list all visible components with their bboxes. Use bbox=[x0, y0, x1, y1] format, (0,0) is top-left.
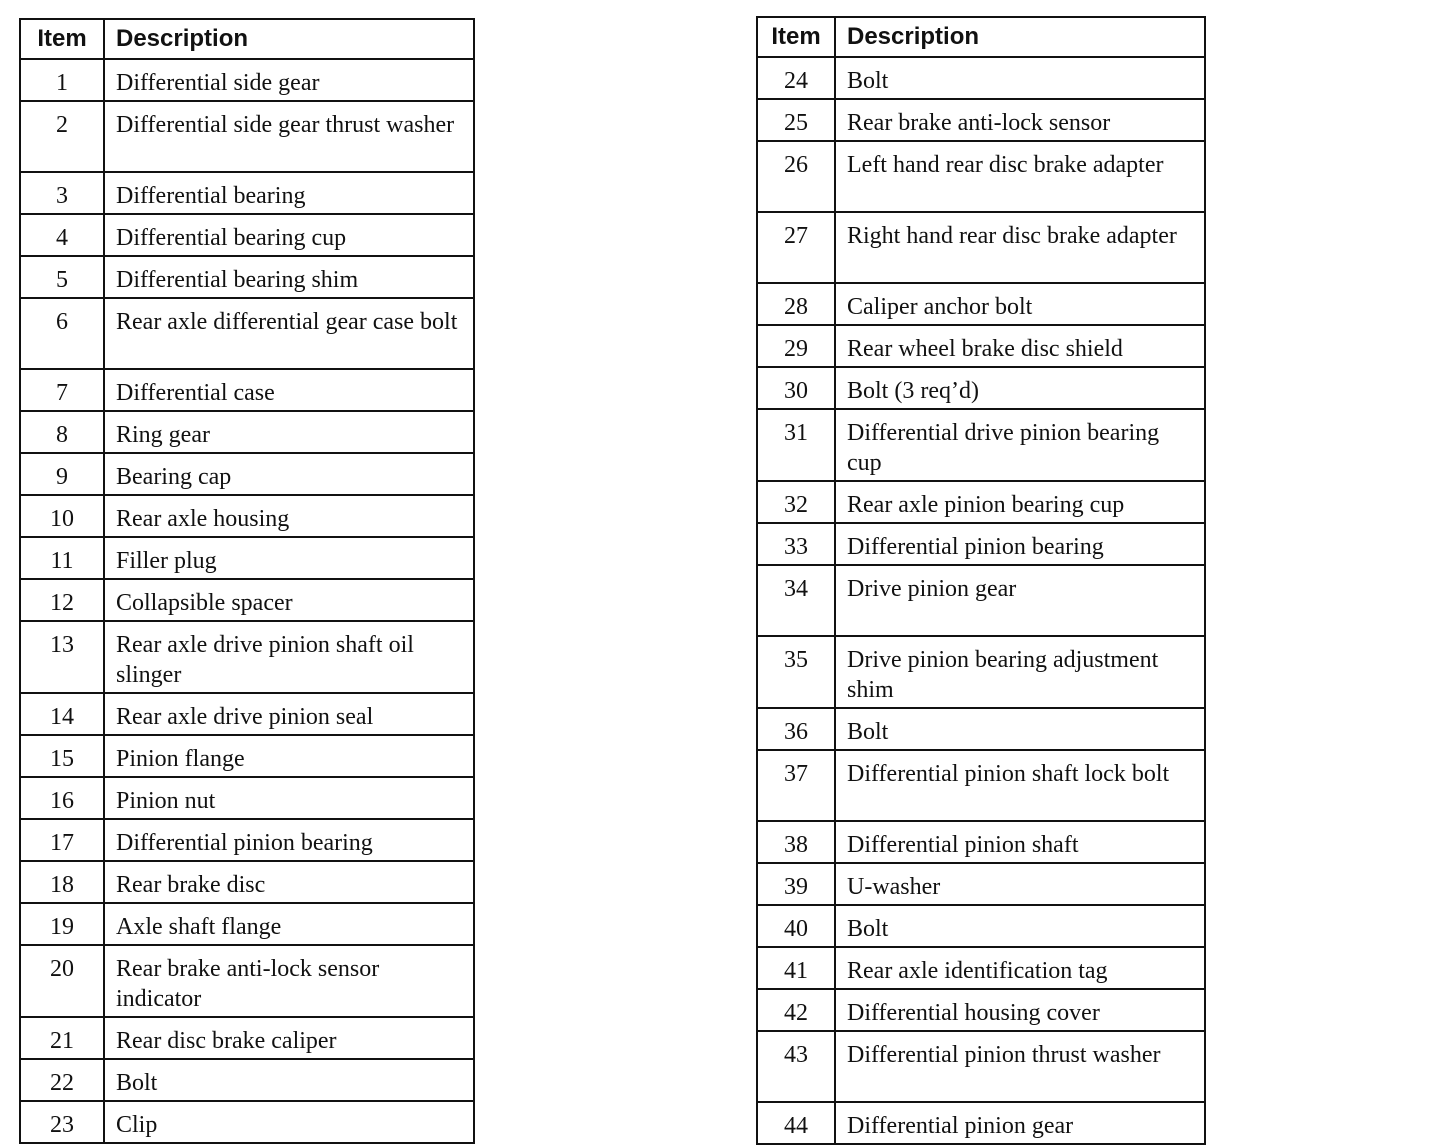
table-row bbox=[20, 1017, 474, 1059]
item-number: 27 bbox=[757, 212, 835, 283]
item-number: 10 bbox=[20, 495, 104, 537]
item-description: Rear brake disc bbox=[104, 861, 474, 903]
item-number: 19 bbox=[20, 903, 104, 945]
item-description: Left hand rear disc brake adapter bbox=[835, 141, 1205, 212]
item-number: 16 bbox=[20, 777, 104, 819]
item-number: 2 bbox=[20, 101, 104, 172]
table-row bbox=[757, 1031, 1205, 1102]
table-row bbox=[20, 214, 474, 256]
table-row bbox=[20, 298, 474, 369]
table-row bbox=[20, 369, 474, 411]
table-row bbox=[757, 325, 1205, 367]
table-row bbox=[757, 708, 1205, 750]
table-row bbox=[757, 212, 1205, 283]
header-row bbox=[757, 17, 1205, 57]
item-description: Pinion flange bbox=[104, 735, 474, 777]
item-column-header: Item bbox=[20, 19, 104, 59]
item-number: 37 bbox=[757, 750, 835, 821]
table-row bbox=[757, 905, 1205, 947]
item-number: 38 bbox=[757, 821, 835, 863]
item-description: Rear brake anti-lock sensor bbox=[835, 99, 1205, 141]
item-description: Rear axle drive pinion seal bbox=[104, 693, 474, 735]
parts-table-left bbox=[19, 18, 475, 1144]
item-number: 14 bbox=[20, 693, 104, 735]
item-number: 29 bbox=[757, 325, 835, 367]
item-description: Differential side gear bbox=[104, 59, 474, 101]
item-number: 35 bbox=[757, 636, 835, 708]
table-row bbox=[20, 1101, 474, 1143]
table-row bbox=[757, 367, 1205, 409]
item-description: Drive pinion gear bbox=[835, 565, 1205, 636]
parts-table-right bbox=[756, 16, 1206, 1145]
item-description: Caliper anchor bolt bbox=[835, 283, 1205, 325]
item-description: Differential bearing shim bbox=[104, 256, 474, 298]
item-number: 6 bbox=[20, 298, 104, 369]
item-description: Differential pinion thrust washer bbox=[835, 1031, 1205, 1102]
table-row bbox=[20, 537, 474, 579]
item-number: 12 bbox=[20, 579, 104, 621]
item-number: 17 bbox=[20, 819, 104, 861]
item-description: Collapsible spacer bbox=[104, 579, 474, 621]
description-column-header: Description bbox=[104, 19, 474, 59]
item-number: 15 bbox=[20, 735, 104, 777]
item-description: Bolt bbox=[104, 1059, 474, 1101]
table-row bbox=[20, 777, 474, 819]
table-row bbox=[20, 495, 474, 537]
item-number: 18 bbox=[20, 861, 104, 903]
table-row bbox=[20, 411, 474, 453]
item-description: Right hand rear disc brake adapter bbox=[835, 212, 1205, 283]
table-row bbox=[20, 101, 474, 172]
item-number: 4 bbox=[20, 214, 104, 256]
item-number: 5 bbox=[20, 256, 104, 298]
item-number: 20 bbox=[20, 945, 104, 1017]
item-description: Pinion nut bbox=[104, 777, 474, 819]
item-number: 43 bbox=[757, 1031, 835, 1102]
item-description: Differential pinion shaft lock bolt bbox=[835, 750, 1205, 821]
table-row bbox=[20, 172, 474, 214]
table-row bbox=[20, 861, 474, 903]
item-description: Drive pinion bearing adjustment shim bbox=[835, 636, 1205, 708]
item-number: 21 bbox=[20, 1017, 104, 1059]
item-description: Differential drive pinion bearing cup bbox=[835, 409, 1205, 481]
item-description: Rear axle housing bbox=[104, 495, 474, 537]
item-number: 30 bbox=[757, 367, 835, 409]
table-row bbox=[20, 579, 474, 621]
item-number: 23 bbox=[20, 1101, 104, 1143]
item-number: 40 bbox=[757, 905, 835, 947]
item-description: Rear wheel brake disc shield bbox=[835, 325, 1205, 367]
item-description: Differential bearing cup bbox=[104, 214, 474, 256]
table-row bbox=[757, 750, 1205, 821]
item-number: 9 bbox=[20, 453, 104, 495]
item-number: 11 bbox=[20, 537, 104, 579]
item-number: 24 bbox=[757, 57, 835, 99]
table-row bbox=[757, 821, 1205, 863]
item-number: 31 bbox=[757, 409, 835, 481]
item-description: Filler plug bbox=[104, 537, 474, 579]
item-description: Bolt (3 req’d) bbox=[835, 367, 1205, 409]
item-description: Bolt bbox=[835, 905, 1205, 947]
item-description: Differential bearing bbox=[104, 172, 474, 214]
item-number: 39 bbox=[757, 863, 835, 905]
item-number: 25 bbox=[757, 99, 835, 141]
item-description: Differential pinion bearing bbox=[835, 523, 1205, 565]
table-row bbox=[757, 636, 1205, 708]
item-number: 26 bbox=[757, 141, 835, 212]
item-number: 13 bbox=[20, 621, 104, 693]
item-number: 7 bbox=[20, 369, 104, 411]
table-row bbox=[757, 565, 1205, 636]
table-row bbox=[20, 256, 474, 298]
item-description: Rear axle pinion bearing cup bbox=[835, 481, 1205, 523]
table-row bbox=[20, 453, 474, 495]
table-row bbox=[757, 141, 1205, 212]
table-row bbox=[757, 481, 1205, 523]
item-description: Differential pinion gear bbox=[835, 1102, 1205, 1144]
table-row bbox=[757, 99, 1205, 141]
table-row bbox=[20, 693, 474, 735]
item-number: 42 bbox=[757, 989, 835, 1031]
item-description: U-washer bbox=[835, 863, 1205, 905]
item-number: 3 bbox=[20, 172, 104, 214]
item-description: Rear axle identification tag bbox=[835, 947, 1205, 989]
item-number: 22 bbox=[20, 1059, 104, 1101]
table-row bbox=[757, 409, 1205, 481]
item-number: 36 bbox=[757, 708, 835, 750]
item-description: Differential pinion bearing bbox=[104, 819, 474, 861]
item-description: Rear brake anti-lock sensor indicator bbox=[104, 945, 474, 1017]
header-row bbox=[20, 19, 474, 59]
table-row bbox=[757, 283, 1205, 325]
item-description: Rear axle drive pinion shaft oil slinger bbox=[104, 621, 474, 693]
item-description: Bolt bbox=[835, 708, 1205, 750]
item-description: Rear axle differential gear case bolt bbox=[104, 298, 474, 369]
item-description: Axle shaft flange bbox=[104, 903, 474, 945]
item-description: Bearing cap bbox=[104, 453, 474, 495]
item-description: Differential case bbox=[104, 369, 474, 411]
item-description: Clip bbox=[104, 1101, 474, 1143]
description-column-header: Description bbox=[835, 17, 1205, 57]
table-row bbox=[20, 1059, 474, 1101]
item-number: 1 bbox=[20, 59, 104, 101]
table-row bbox=[20, 735, 474, 777]
table-row bbox=[20, 819, 474, 861]
item-number: 33 bbox=[757, 523, 835, 565]
item-description: Differential side gear thrust washer bbox=[104, 101, 474, 172]
item-description: Differential pinion shaft bbox=[835, 821, 1205, 863]
item-description: Bolt bbox=[835, 57, 1205, 99]
item-description: Ring gear bbox=[104, 411, 474, 453]
item-description: Differential housing cover bbox=[835, 989, 1205, 1031]
item-description: Rear disc brake caliper bbox=[104, 1017, 474, 1059]
table-row bbox=[20, 59, 474, 101]
table-row bbox=[757, 989, 1205, 1031]
item-number: 8 bbox=[20, 411, 104, 453]
item-number: 44 bbox=[757, 1102, 835, 1144]
table-row bbox=[757, 863, 1205, 905]
table-row bbox=[757, 57, 1205, 99]
table-row bbox=[20, 621, 474, 693]
table-row bbox=[20, 945, 474, 1017]
table-row bbox=[20, 903, 474, 945]
table-row bbox=[757, 947, 1205, 989]
item-number: 41 bbox=[757, 947, 835, 989]
item-number: 34 bbox=[757, 565, 835, 636]
table-row bbox=[757, 1102, 1205, 1144]
table-row bbox=[757, 523, 1205, 565]
item-column-header: Item bbox=[757, 17, 835, 57]
item-number: 28 bbox=[757, 283, 835, 325]
item-number: 32 bbox=[757, 481, 835, 523]
